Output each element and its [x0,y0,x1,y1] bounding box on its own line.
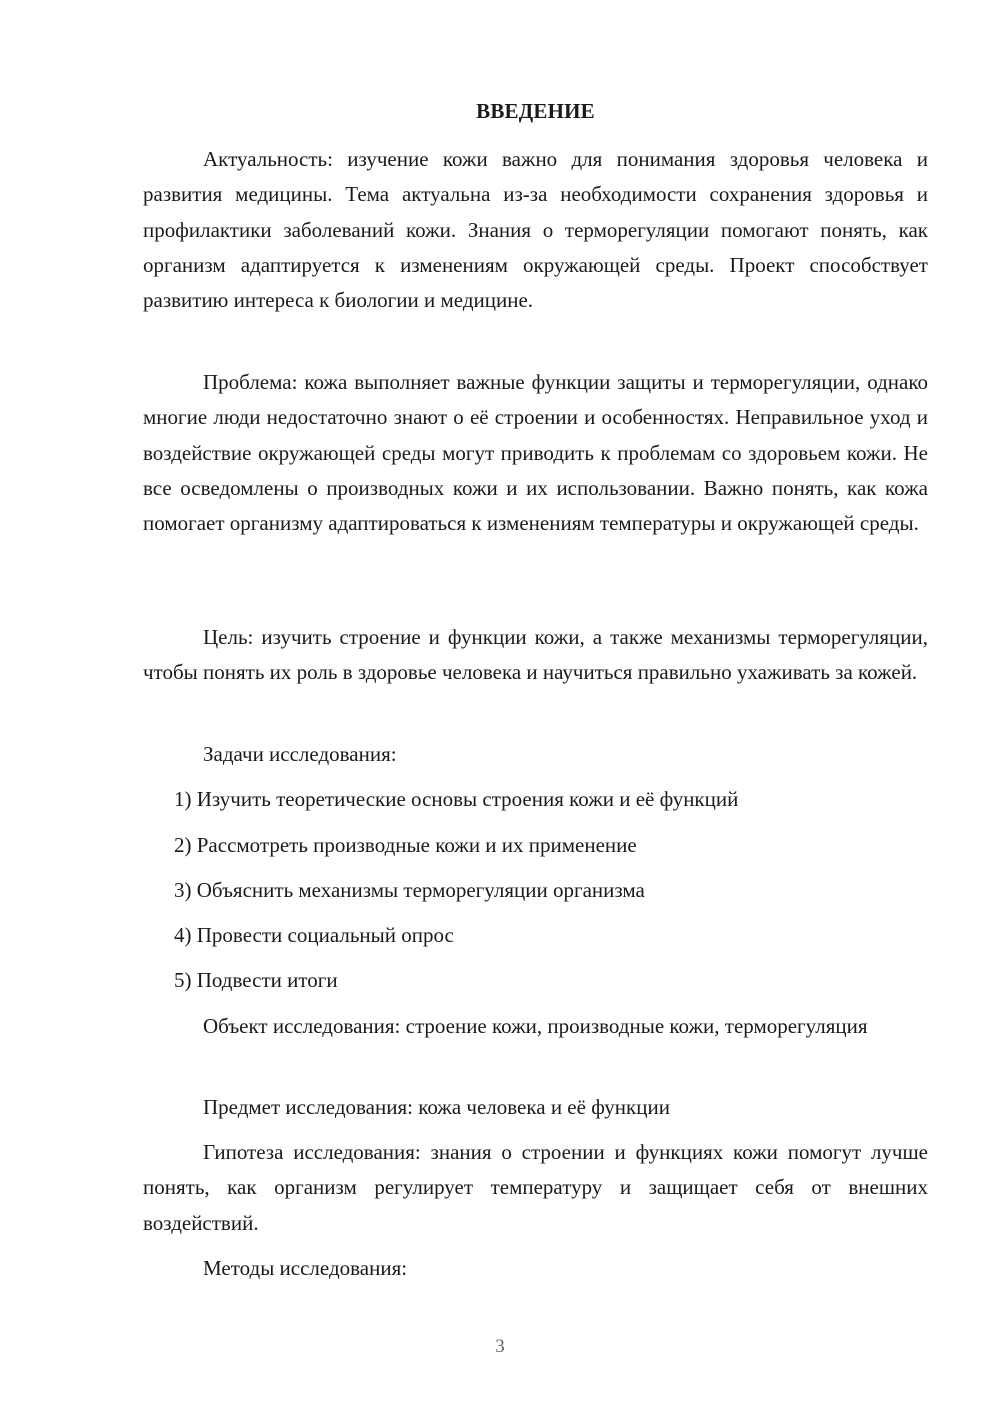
methods-heading-block [143,1251,928,1286]
methods-heading: Методы исследования: [203,1256,408,1280]
tasks-heading: Задачи исследования: [203,742,397,766]
relevance-paragraph: Актуальность: изучение кожи важно для понимания здоровья человека и развития медицины. Тема актуальна из-за необходимости сохранения здоровья и профилактики заболеваний кожи. Знания о терморегуляции помогают понять, как организм адаптируется к изменениям окружающей среды. Проект способствует развитию интереса к биологии и медицине. [143,147,928,313]
subject-block [143,1090,928,1125]
page-number: 3 [495,1336,505,1357]
goal-paragraph: Цель: изучить строение и функции кожи, а также механизмы терморегуляции, чтобы понять их роль в здоровье человека и научиться правильно ухаживать за кожей. [143,625,928,685]
task-item-4-block [143,918,928,953]
goal-block [143,620,928,691]
task-item-5-block [143,963,928,998]
hypothesis-paragraph: Гипотеза исследования: знания о строении и функциях кожи помогут лучше понять, как организм регулирует температуру и защищает себя от внешних воздействий. [143,1140,928,1235]
task-item-3-block [143,873,928,908]
task-item-2-block [143,828,928,863]
list-item: 5) Подвести итоги [174,968,338,992]
hypothesis-block [143,1135,928,1241]
list-item: 3) Объяснить механизмы терморегуляции организма [174,878,645,902]
problem-paragraph: Проблема: кожа выполняет важные функции защиты и терморегуляции, однако многие люди недостаточно знают о её строении и особенностях. Неправильное уход и воздействие окружающей среды могут приводить к проблемам со здоровьем кожи. Не все осведомлены о производных кожи и их использовании. Важно понять, как кожа помогает организму адаптироваться к изменениям температуры и окружающей среды. [143,370,928,536]
problem-block [143,365,928,541]
list-item: 4) Провести социальный опрос [174,923,454,947]
subject-paragraph: Предмет исследования: кожа человека и её функции [203,1095,670,1119]
object-block [143,1009,928,1044]
object-paragraph: Объект исследования: строение кожи, производные кожи, терморегуляция [203,1014,868,1038]
task-item-1-block [143,782,928,817]
list-item: 2) Рассмотреть производные кожи и их применение [174,833,637,857]
page-title: ВВЕДЕНИЕ [476,99,595,123]
relevance-block [143,142,928,318]
tasks-heading-block [143,737,928,772]
list-item: 1) Изучить теоретические основы строения кожи и её функций [174,787,739,811]
